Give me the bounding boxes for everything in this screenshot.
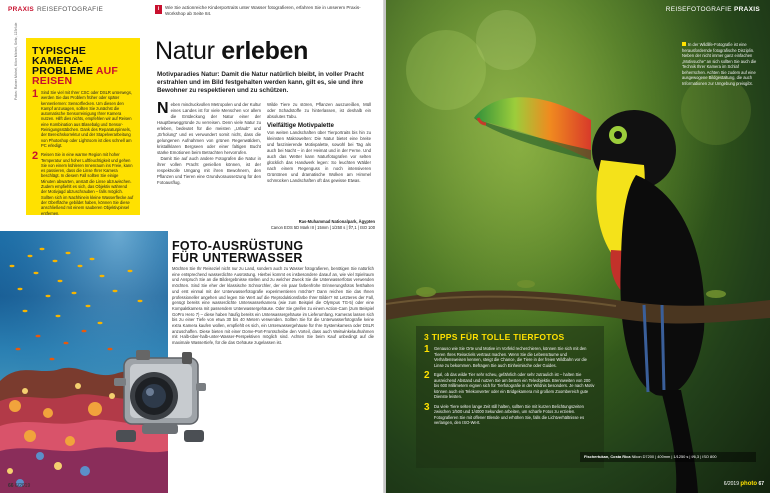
section-label: PRAXIS: [8, 6, 35, 13]
wildlife-caption-text: In der Wildlife-Fotografie ist eine herausfordernde fotografische Disziplin. Neben der nicht immer ganz einfachen „Motivsuche" an sich sollten Sie auch die Technik Ihrer Kamera im Schlaf beherrschen. Achten Sie zudem auf eine ausgewogene Bildgestaltung, die auch Informationen zur Umgebung preisgibt.: [682, 42, 757, 86]
wildlife-caption: [682, 42, 762, 86]
issue: 6/2019: [14, 483, 31, 489]
article-column-2: [267, 102, 371, 184]
tip-item-3: [424, 401, 596, 426]
box-title-line1: TYPISCHE KAMERA-: [32, 45, 87, 67]
equipment-heading: [172, 240, 303, 264]
box-item-2: [32, 152, 134, 216]
article-column-1: [157, 102, 261, 186]
box-title: [32, 46, 134, 86]
left-footer: [8, 483, 30, 489]
box-item-text: Sind Sie viel mit Ihrer CSC oder DSLR unterwegs, werden Sie das Problem früher oder später kennenlernen: Sensorflecken. Um diesen den Kampf anzusagen, sollten Sie zunächst die automatische Sensorreinigung Ihrer Kamera nutzen. Hilft dies nichts, empfehlen wir auf Reisen eine Kombination aus Blasebalg und Sensor-Reinigungsstäbchen. Dank des Reparaturpinsels, der Bereichskorrektur und der Stapelverarbeitung von Photoshop oder Lightroom ist dies schnell am PC erledigt.: [41, 90, 133, 148]
caption-specs: Canon EOS 5D Mark III | 15mm | 1/250 s | f/7,1 | ISO 100: [270, 224, 375, 230]
caption-title: Fischertukan, Costa Rica: [584, 454, 631, 459]
article-lede: Motivparadies Natur: Damit die Natur natürlich bleibt, in voller Pracht erstrahlen und im Bild festgehalten werden kann, gilt es, sie und ihre Bewohner zu respektieren und zu schützen.: [157, 71, 364, 94]
box-item-number: 1: [32, 88, 39, 100]
column-1-text: eben mindruckvollen Metropolen und der Kultur eines Landes ist für viele Menschen vor allem die Entdeckung der Natur einer der Hauptbeweggründe zu verreisen. Denn viele Natur zu erleben, bedeutet für die meisten „Urlaub" und „Erholung" und es verwundert somit nicht, dass die gelungenen Aufnahmen von grünen Regenwäldern, kristallklaren Bergseen oder einer faltigen Bucht starke Emotionen beim Betrachten hervorrufen.: [157, 102, 261, 155]
teaser-note: [155, 5, 365, 17]
right-page-header: [666, 6, 760, 13]
tip-text: Genauso wie Sie Orte und Motive im Vorfeld recherchieren, können Sie sich mit den Tieren Ihres Reiseziels vertraut machen. Wenn Sie die Lebensräume und Verhaltensweisen kennen, steigt die Chance, die Tiere in der freien Wildbahn vor die Linse zu bekommen. Befragen Sie auch Einheimische oder Guides.: [434, 346, 587, 368]
animal-tips-box: [416, 326, 604, 468]
camera-housing-illustration: [112, 338, 208, 448]
photo-credit: Fotos: Rainer Michel, Kilon Michel, Seitz, 123rf.de: [14, 22, 18, 100]
teaser-text: Wie Sie actionreiche Kinderportraits unter Wasser fotografieren, erfahren Sie in unserem Praxis-Workshop ab Seite 84.: [165, 5, 361, 16]
headline-light: Natur: [155, 37, 215, 65]
dropcap: N: [157, 100, 169, 117]
tips-title: 3 TIPPS FÜR TOLLE TIERFOTOS: [424, 332, 565, 342]
section-label: PRAXIS: [733, 6, 760, 13]
tip-text: Egal, ob das wilde Tier sehr scheu, gefährlich oder sehr zutraulich ist – halten Sie ausreichend Abstand und nutzen Sie am besten ein Teleobjektiv. Brennweiten von 200 bis 600 Millimetern eignen sich für Tierfotografie in der Wildnis besonders. Je nach Motiv können auch ein Telekonverter oder ein Bridgekamera mit großem Zoombereich gute Dienste leisten.: [434, 372, 595, 399]
underwater-photo-caption: [180, 219, 375, 230]
box-title-accent: AUF REISEN: [32, 65, 119, 87]
tip-item-1: [424, 346, 596, 368]
box-title-line2: PROBLEME: [32, 65, 94, 77]
section-sub-label: REISEFOTOGRAFIE: [665, 6, 732, 13]
camera-problems-box: [26, 38, 140, 215]
right-page: [386, 0, 770, 493]
underwater-housing-photo: [112, 338, 208, 453]
right-footer: [724, 481, 764, 487]
tip-item-2: [424, 372, 596, 400]
page-number: 67: [758, 481, 764, 487]
page-number: 66: [8, 483, 14, 489]
tip-text: Da viele Tiere selten lange Zeit still halten, sollten Sie mit kurzen Belichtungszeiten zwischen 1/500 und 1/4000 Sekunden arbeiten, um scharfe Fotos zu erzielen. Fotografieren Sie mit offener Blende und erhöhen Sie, falls die Lichtverhältnisse es verlangen, den ISO-Wert.: [434, 403, 585, 425]
equipment-heading-line2: FÜR UNTERWASSER: [172, 251, 303, 265]
column-subhead: Vielfältige Motivpalette: [267, 122, 334, 129]
equipment-heading-line1: FOTO-AUSRÜSTUNG: [172, 239, 304, 253]
box-item-1: [32, 90, 134, 148]
tip-number: 3: [424, 401, 430, 413]
section-sub-label: REISEFOTOGRAFIE: [37, 6, 104, 13]
box-item-text: Reisen Sie in eine warme Region mit hoher Temperatur und hoher Luftfeuchtigkeit und gehen Sie von einem kühleren Innenraum ins Freie, kann es passieren, dass die Linse Ihrer Kamera beschlägt. In diesem Fall sollten Sie einige Minuten abwarten, anstatt die Linse abzuwischen. Zudem empfiehlt es sich, das Objektiv während der Motivjagd abzuschrauben – falls möglich. Sollten sich im Nachhinein kleine Wasserflecke auf der Oberfläche gebildet haben, können Sie diese anschließend mit einem sauberen Objektivpinsel entfernen.: [41, 152, 134, 216]
equipment-text: Möchten Sie Ihr Reiseziel nicht nur zu Land, sondern auch zu Wasser fotografieren, benötigen Sie natürlich eine entsprechend wasserdichte Ausrüstung. Hierbei kommt es insbesondere darauf an, wie viel Spielraum und Anspruch Sie an die Bildergebnisse stellen und zu welcher Zweck Sie die Unterwasserfotos verwenden möchten. Sind Sie eher der klassische Schnorchler, der ein paar farbenfrohe Erinnerungsfotos festhalten und erst einmal mit der Unterwasserfotografie experimentieren möchte? Dann reichen Sie das Ihnen professioneller angehen und legen Sie Wert auf die Reproduktionsfarbe Ihrer Bilder? Ist Letzteres der Fall, genügt bereits eine wasserdichte Unterwasserkamera (wie zum Beispiel die Olympus TG-5) oder eine Kompaktkamera mit passendem Unterwassergehäuse. Oder Sie greifen zu einem Action-Cam (zum Beispiel GoPro Hero 7) – diese haben häufig bereits ein Unterwassergehäuse im Lieferumfang. Kameras lassen sich bis zu einer Tiefe von etwa 30 bis 40 Metern verwenden. Sollten Sie für die Unterwasserfotografie keine extra Kamera kaufen wollen, empfiehlt es sich, ein Unterwassergehäuse für Ihre Systemkamera oder DSLR anzuschaffen. Diese bieten mit einer Dome-Port-Frontscheibe den Vorteil, dass auch Weitwinkelaufnahmen mit Halb-über-halb-unter-Wasser-Perspektiven möglich sind. Achten Sie beim Kauf unbedingt auf die maximale Wassertiefe, für die das Gehäuse zugelassen ist.: [172, 266, 374, 346]
box-item-number: 2: [32, 150, 39, 163]
caption-title: Ras-Muhammad Nationalpark, Ägypten: [298, 219, 375, 224]
info-badge-icon: i: [155, 5, 162, 14]
tip-number: 2: [424, 370, 430, 381]
column-2-text: Wilde Tiere zu stören, Pflanzen auszureißen, Müll oder Schadstoffe zu hinterlassen, ist deshalb ein absolutes Tabu.: [267, 102, 371, 119]
tip-number: 1: [424, 344, 430, 355]
caption-specs: Nikon D7200 | 400mm | 1/1250 s | f/6,3 | ISO 800: [631, 454, 717, 459]
toucan-photo-caption: [580, 452, 756, 462]
column-2-text-2: Von weiten Landschaften über Tierportraits bis hin zu kleinsten Makrowelten: Die Natur bietet eine breite und faszinierende Motivpalette, sowohl bei Tag als auch bei Nacht – in der Heimat und in der Ferne. Und auch das Wetter kann Naturfotografen vor selten glücklich das Handwerk legen: So leuchten Wälder nach einem Regenguss in noch intensiveren Grüntönen und dramatische Wolken am Himmel schmücken Landschaften oft das gewisse Etwas.: [267, 130, 371, 183]
column-1-text-2: Damit Sie auf auch andere Fotografen die Natur in ihrer vollen Pracht genießen können, ist der respektvolle Umgang mit ihren Bewohnern, den Pflanzen und Tieren eine Grundvoraussetzung für den Fotoausflug.: [157, 156, 261, 185]
issue: 6/2019: [723, 481, 739, 487]
headline-bold: erleben: [221, 37, 309, 65]
left-page: [0, 0, 384, 493]
caption-marker-icon: [682, 42, 686, 46]
left-page-header: [8, 6, 103, 13]
brand-logo: photo: [740, 481, 758, 487]
article-headline: [155, 38, 308, 64]
